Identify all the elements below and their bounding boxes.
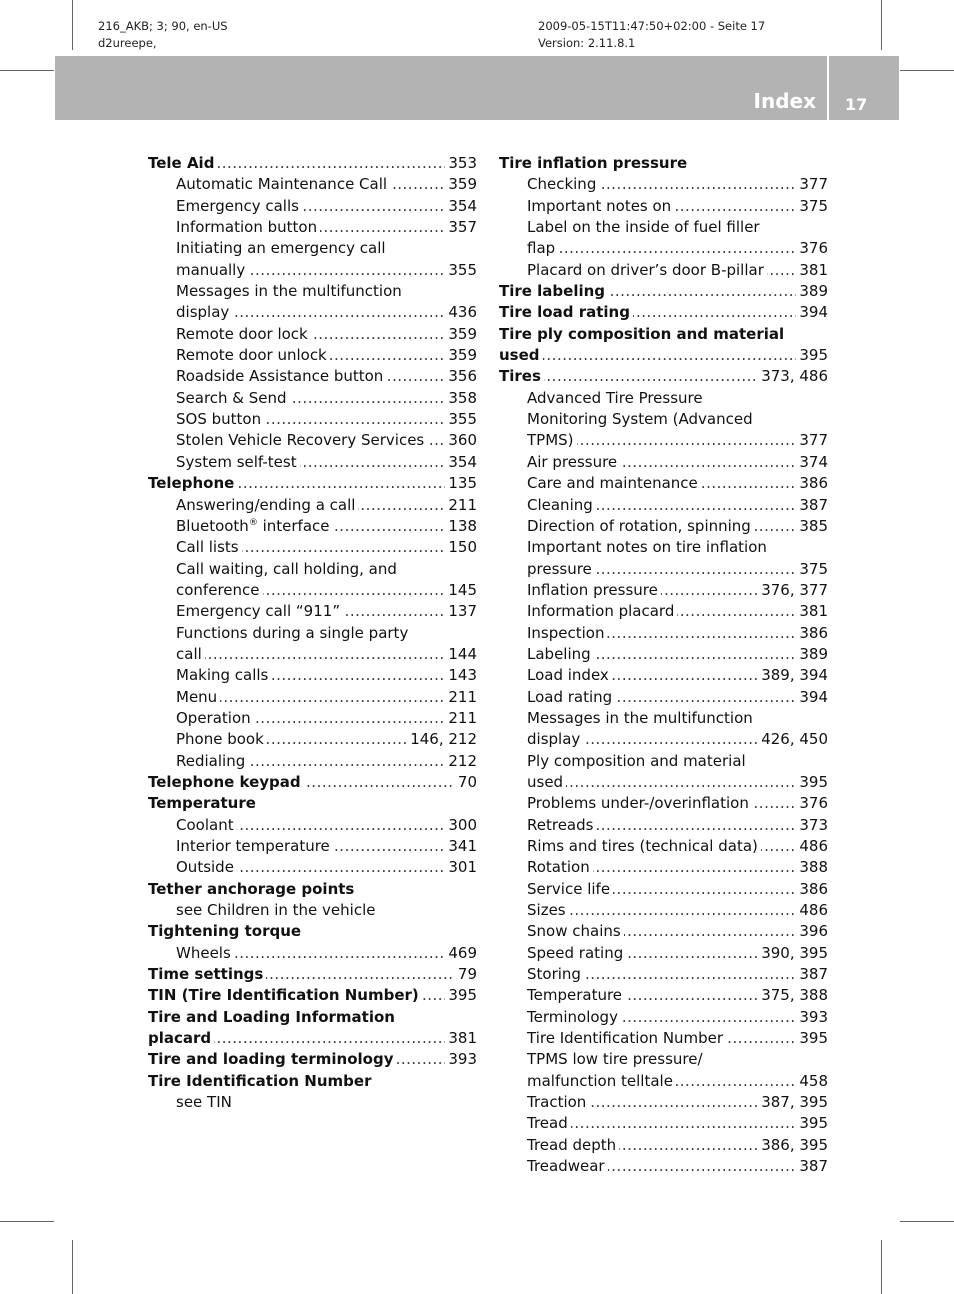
entry-text: Tire inflation pressure bbox=[499, 153, 690, 174]
index-subentry bbox=[499, 1028, 828, 1049]
entry-page: 387, 395 bbox=[758, 1092, 828, 1113]
index-subentry bbox=[499, 174, 828, 195]
index-heading bbox=[499, 345, 828, 366]
index-subentry bbox=[499, 537, 828, 558]
index-heading bbox=[148, 964, 477, 985]
entry-page: 354 bbox=[445, 196, 477, 217]
index-subentry bbox=[499, 495, 828, 516]
entry-page: 360 bbox=[445, 430, 477, 451]
entry-page: 385 bbox=[796, 516, 828, 537]
entry-page: 341 bbox=[445, 836, 477, 857]
index-subentry bbox=[148, 943, 477, 964]
index-subentry bbox=[148, 430, 477, 451]
entry-page: 388 bbox=[796, 857, 828, 878]
index-subentry bbox=[499, 1049, 828, 1070]
entry-page: 359 bbox=[445, 324, 477, 345]
index-subentry bbox=[148, 687, 477, 708]
entry-text: Rotation bbox=[527, 857, 593, 878]
entry-page: 386, 395 bbox=[758, 1135, 828, 1156]
index-subentry bbox=[148, 324, 477, 345]
entry-page: 389 bbox=[796, 281, 828, 302]
index-subentry bbox=[148, 495, 477, 516]
entry-page: 375 bbox=[796, 559, 828, 580]
entry-page: 143 bbox=[445, 665, 477, 686]
index-subentry bbox=[148, 516, 477, 537]
entry-text: Traction bbox=[527, 1092, 589, 1113]
entry-text: Sizes bbox=[527, 900, 569, 921]
entry-text: Wheels bbox=[176, 943, 234, 964]
entry-text: display bbox=[176, 302, 232, 323]
entry-text: Time settings bbox=[148, 964, 266, 985]
index-column-right bbox=[499, 153, 828, 1178]
entry-text: Emergency calls bbox=[176, 196, 302, 217]
entry-text: Menu bbox=[176, 687, 220, 708]
index-subentry bbox=[499, 516, 828, 537]
entry-text: Tightening torque bbox=[148, 921, 304, 942]
entry-page: 211 bbox=[445, 687, 477, 708]
index-heading bbox=[499, 302, 828, 323]
entry-text: Outside bbox=[176, 857, 237, 878]
index-subentry bbox=[499, 857, 828, 878]
meta-left-line1: 216_AKB; 3; 90, en-US bbox=[98, 19, 228, 33]
index-subentry bbox=[148, 196, 477, 217]
index-subentry bbox=[499, 921, 828, 942]
index-heading bbox=[148, 1049, 477, 1070]
index-heading bbox=[148, 473, 477, 494]
entry-text: Care and maintenance bbox=[527, 473, 701, 494]
index-subentry bbox=[499, 580, 828, 601]
entry-page: 381 bbox=[796, 260, 828, 281]
entry-page: 70 bbox=[455, 772, 477, 793]
index-subentry bbox=[148, 751, 477, 772]
entry-text: malfunction telltale bbox=[527, 1071, 676, 1092]
entry-text: Tires bbox=[499, 366, 544, 387]
entry-text: call bbox=[176, 644, 205, 665]
entry-text: Important notes on tire inflation bbox=[527, 537, 770, 558]
index-subentry bbox=[148, 281, 477, 302]
index-heading bbox=[148, 1028, 477, 1049]
entry-text: Phone book bbox=[176, 729, 267, 750]
entry-text: Direction of rotation, spinning bbox=[527, 516, 754, 537]
meta-right-line2: Version: 2.11.8.1 bbox=[538, 36, 636, 50]
entry-text: Problems under-/overinflation bbox=[527, 793, 752, 814]
index-heading bbox=[148, 1071, 477, 1092]
entry-text: TPMS low tire pressure/ bbox=[527, 1049, 706, 1070]
index-subentry bbox=[499, 665, 828, 686]
entry-text: Tire Identification Number bbox=[527, 1028, 726, 1049]
entry-text: Information button bbox=[176, 217, 320, 238]
entry-page: 381 bbox=[445, 1028, 477, 1049]
index-subentry bbox=[499, 559, 828, 580]
entry-text: Remote door lock bbox=[176, 324, 311, 345]
entry-text: Information placard bbox=[527, 601, 677, 622]
entry-page: 387 bbox=[796, 495, 828, 516]
entry-text: placard bbox=[148, 1028, 214, 1049]
entry-text: Remote door unlock bbox=[176, 345, 330, 366]
index-subentry bbox=[148, 559, 477, 580]
entry-page: 386 bbox=[796, 623, 828, 644]
entry-text: see TIN bbox=[176, 1092, 235, 1113]
entry-text: Messages in the multifunction bbox=[527, 708, 756, 729]
index-subentry bbox=[148, 708, 477, 729]
entry-text: Answering/ending a call bbox=[176, 495, 358, 516]
entry-text: Load rating bbox=[527, 687, 615, 708]
entry-page: 145 bbox=[445, 580, 477, 601]
index-subentry bbox=[148, 580, 477, 601]
index-heading bbox=[499, 324, 828, 345]
index-heading bbox=[499, 281, 828, 302]
index-subentry bbox=[148, 836, 477, 857]
entry-text: Labeling bbox=[527, 644, 594, 665]
index-subentry bbox=[499, 964, 828, 985]
entry-text: Call waiting, call holding, and bbox=[176, 559, 400, 580]
entry-page: 359 bbox=[445, 174, 477, 195]
index-subentry bbox=[499, 1007, 828, 1028]
index-heading bbox=[148, 1007, 477, 1028]
index-subentry bbox=[499, 196, 828, 217]
entry-text: TIN (Tire Identification Number) bbox=[148, 985, 422, 1006]
entry-page: 389, 394 bbox=[758, 665, 828, 686]
entry-page: 374 bbox=[796, 452, 828, 473]
index-subentry bbox=[499, 772, 828, 793]
entry-text: Inspection bbox=[527, 623, 607, 644]
entry-text: used bbox=[527, 772, 566, 793]
entry-text: Terminology bbox=[527, 1007, 621, 1028]
index-subentry bbox=[499, 708, 828, 729]
index-subentry bbox=[499, 836, 828, 857]
entry-text: Stolen Vehicle Recovery Services bbox=[176, 430, 427, 451]
entry-page: 394 bbox=[796, 302, 828, 323]
index-subentry bbox=[148, 665, 477, 686]
crop-mark bbox=[881, 1240, 882, 1294]
entry-text: Air pressure bbox=[527, 452, 620, 473]
entry-text: SOS button bbox=[176, 409, 264, 430]
index-subentry bbox=[499, 623, 828, 644]
crop-mark bbox=[0, 1221, 54, 1222]
entry-page: 212 bbox=[445, 751, 477, 772]
entry-text: Snow chains bbox=[527, 921, 624, 942]
entry-page: 79 bbox=[455, 964, 477, 985]
index-subentry bbox=[499, 687, 828, 708]
entry-page: 436 bbox=[445, 302, 477, 323]
index-heading bbox=[148, 921, 477, 942]
index-subentry bbox=[499, 1156, 828, 1177]
print-meta-right bbox=[538, 18, 765, 52]
entry-text: Search & Send bbox=[176, 388, 290, 409]
entry-text: Rims and tires (technical data) bbox=[527, 836, 761, 857]
entry-page: 394 bbox=[796, 687, 828, 708]
index-subentry bbox=[499, 601, 828, 622]
entry-text: Tele Aid bbox=[148, 153, 217, 174]
entry-page: 387 bbox=[796, 964, 828, 985]
index-subentry bbox=[148, 217, 477, 238]
index-heading bbox=[148, 985, 477, 1006]
entry-text: Roadside Assistance button bbox=[176, 366, 386, 387]
entry-text: Initiating an emergency call bbox=[176, 238, 389, 259]
entry-page: 357 bbox=[445, 217, 477, 238]
entry-text: Speed rating bbox=[527, 943, 626, 964]
entry-page: 395 bbox=[796, 1113, 828, 1134]
index-subentry bbox=[499, 388, 828, 409]
entry-page: 354 bbox=[445, 452, 477, 473]
index-heading bbox=[499, 153, 828, 174]
entry-text: Telephone keypad bbox=[148, 772, 304, 793]
entry-page: 355 bbox=[445, 409, 477, 430]
entry-page: 381 bbox=[796, 601, 828, 622]
entry-text: Treadwear bbox=[527, 1156, 608, 1177]
index-heading bbox=[148, 793, 477, 814]
entry-text: Inflation pressure bbox=[527, 580, 661, 601]
entry-text: Service life bbox=[527, 879, 613, 900]
index-column-left bbox=[148, 153, 477, 1113]
index-subentry bbox=[499, 900, 828, 921]
entry-page: 375, 388 bbox=[758, 985, 828, 1006]
entry-text: Making calls bbox=[176, 665, 271, 686]
entry-text: Label on the inside of fuel filler bbox=[527, 217, 763, 238]
index-subentry bbox=[148, 729, 477, 750]
entry-page: 393 bbox=[796, 1007, 828, 1028]
entry-text: Tread depth bbox=[527, 1135, 619, 1156]
entry-text: Coolant bbox=[176, 815, 237, 836]
index-subentry bbox=[499, 409, 828, 430]
entry-page: 301 bbox=[445, 857, 477, 878]
entry-text: Automatic Maintenance Call bbox=[176, 174, 390, 195]
entry-text: Storing bbox=[527, 964, 584, 985]
entry-text: Redialing bbox=[176, 751, 248, 772]
index-subentry bbox=[499, 217, 828, 238]
index-subentry bbox=[499, 1092, 828, 1113]
entry-text: used bbox=[499, 345, 543, 366]
entry-text: Ply composition and material bbox=[527, 751, 749, 772]
crop-mark bbox=[881, 0, 882, 50]
entry-text: display bbox=[527, 729, 583, 750]
entry-text: Advanced Tire Pressure bbox=[527, 388, 706, 409]
entry-page: 386 bbox=[796, 473, 828, 494]
entry-page: 395 bbox=[796, 772, 828, 793]
entry-text: Checking bbox=[527, 174, 599, 195]
index-heading bbox=[148, 879, 477, 900]
index-subentry bbox=[499, 1135, 828, 1156]
index-heading bbox=[148, 772, 477, 793]
index-subentry bbox=[499, 452, 828, 473]
entry-text: Call lists bbox=[176, 537, 242, 558]
index-subentry bbox=[499, 430, 828, 451]
entry-text: manually bbox=[176, 260, 248, 281]
entry-page: 390, 395 bbox=[758, 943, 828, 964]
entry-page: 376, 377 bbox=[758, 580, 828, 601]
entry-page: 395 bbox=[445, 985, 477, 1006]
entry-text: Telephone bbox=[148, 473, 237, 494]
entry-page: 137 bbox=[445, 601, 477, 622]
entry-page: 358 bbox=[445, 388, 477, 409]
entry-text: Temperature bbox=[527, 985, 625, 1006]
index-subentry bbox=[148, 601, 477, 622]
index-subentry bbox=[499, 943, 828, 964]
entry-text: Bluetooth® interface bbox=[176, 516, 333, 537]
entry-page: 486 bbox=[796, 836, 828, 857]
entry-page: 373 bbox=[796, 815, 828, 836]
index-heading bbox=[499, 366, 828, 387]
entry-text: Load index bbox=[527, 665, 612, 686]
section-title: Index bbox=[753, 89, 816, 113]
meta-right-line1: 2009-05-15T11:47:50+02:00 - Seite 17 bbox=[538, 19, 766, 33]
entry-text: Emergency call “911” bbox=[176, 601, 343, 622]
entry-page: 138 bbox=[445, 516, 477, 537]
entry-text: Tether anchorage points bbox=[148, 879, 357, 900]
entry-page: 353 bbox=[445, 153, 477, 174]
entry-page: 396 bbox=[796, 921, 828, 942]
entry-page: 359 bbox=[445, 345, 477, 366]
entry-text: Tire load rating bbox=[499, 302, 633, 323]
entry-page: 376 bbox=[796, 793, 828, 814]
index-subentry bbox=[148, 174, 477, 195]
entry-text: Tire Identification Number bbox=[148, 1071, 374, 1092]
entry-page: 458 bbox=[796, 1071, 828, 1092]
entry-page: 486 bbox=[796, 900, 828, 921]
entry-page: 135 bbox=[445, 473, 477, 494]
entry-text: Tread bbox=[527, 1113, 571, 1134]
crop-mark bbox=[900, 70, 954, 71]
entry-page: 386 bbox=[796, 879, 828, 900]
entry-text: Retreads bbox=[527, 815, 596, 836]
entry-text: pressure bbox=[527, 559, 595, 580]
entry-text: Temperature bbox=[148, 793, 259, 814]
entry-page: 395 bbox=[796, 345, 828, 366]
index-subentry bbox=[148, 1092, 477, 1113]
index-subentry bbox=[148, 452, 477, 473]
index-subentry bbox=[148, 900, 477, 921]
entry-page: 395 bbox=[796, 1028, 828, 1049]
entry-page: 211 bbox=[445, 495, 477, 516]
index-subentry bbox=[499, 793, 828, 814]
index-subentry bbox=[499, 260, 828, 281]
index-subentry bbox=[148, 537, 477, 558]
index-subentry bbox=[499, 644, 828, 665]
entry-page: 377 bbox=[796, 430, 828, 451]
entry-page: 144 bbox=[445, 644, 477, 665]
index-subentry bbox=[499, 1113, 828, 1134]
entry-text: Cleaning bbox=[527, 495, 596, 516]
entry-page: 356 bbox=[445, 366, 477, 387]
entry-text: System self-test bbox=[176, 452, 300, 473]
index-subentry bbox=[148, 238, 477, 259]
entry-text: Operation bbox=[176, 708, 254, 729]
entry-page: 377 bbox=[796, 174, 828, 195]
entry-text: Important notes on bbox=[527, 196, 674, 217]
index-subentry bbox=[499, 879, 828, 900]
entry-text: Tire ply composition and material bbox=[499, 324, 787, 345]
crop-mark bbox=[900, 1221, 954, 1222]
section-banner bbox=[55, 56, 899, 120]
entry-page: 146, 212 bbox=[407, 729, 477, 750]
entry-text: conference bbox=[176, 580, 263, 601]
index-subentry bbox=[499, 238, 828, 259]
index-subentry bbox=[148, 345, 477, 366]
index-subentry bbox=[148, 260, 477, 281]
crop-mark bbox=[72, 0, 73, 50]
entry-text: Monitoring System (Advanced bbox=[527, 409, 756, 430]
index-subentry bbox=[499, 473, 828, 494]
entry-text: Tire and Loading Information bbox=[148, 1007, 398, 1028]
entry-page: 393 bbox=[445, 1049, 477, 1070]
entry-page: 355 bbox=[445, 260, 477, 281]
entry-page: 389 bbox=[796, 644, 828, 665]
entry-text: Tire and loading terminology bbox=[148, 1049, 396, 1070]
entry-text: see Children in the vehicle bbox=[176, 900, 378, 921]
index-subentry bbox=[499, 1071, 828, 1092]
crop-mark bbox=[72, 1240, 73, 1294]
index-subentry bbox=[148, 815, 477, 836]
index-subentry bbox=[148, 302, 477, 323]
entry-text: flap bbox=[527, 238, 558, 259]
index-subentry bbox=[148, 644, 477, 665]
index-subentry bbox=[499, 729, 828, 750]
entry-page: 376 bbox=[796, 238, 828, 259]
index-subentry bbox=[499, 815, 828, 836]
print-meta-left bbox=[98, 18, 228, 52]
entry-page: 426, 450 bbox=[758, 729, 828, 750]
index-heading bbox=[148, 153, 477, 174]
entry-page: 375 bbox=[796, 196, 828, 217]
index-subentry bbox=[499, 751, 828, 772]
entry-text: TPMS) bbox=[527, 430, 577, 451]
entry-page: 373, 486 bbox=[758, 366, 828, 387]
entry-page: 150 bbox=[445, 537, 477, 558]
index-subentry bbox=[148, 388, 477, 409]
entry-page: 387 bbox=[796, 1156, 828, 1177]
entry-page: 211 bbox=[445, 708, 477, 729]
entry-text: Messages in the multifunction bbox=[176, 281, 405, 302]
banner-divider bbox=[827, 56, 829, 120]
index-subentry bbox=[148, 623, 477, 644]
entry-text: Placard on driver’s door B-pillar bbox=[527, 260, 767, 281]
index-subentry bbox=[148, 409, 477, 430]
entry-text: Functions during a single party bbox=[176, 623, 411, 644]
entry-page: 469 bbox=[445, 943, 477, 964]
entry-page: 300 bbox=[445, 815, 477, 836]
crop-mark bbox=[0, 70, 54, 71]
index-subentry bbox=[148, 366, 477, 387]
entry-text: Tire labeling bbox=[499, 281, 608, 302]
meta-left-line2: d2ureepe, bbox=[98, 36, 157, 50]
index-subentry bbox=[148, 857, 477, 878]
page-number: 17 bbox=[845, 95, 868, 114]
entry-text: Interior temperature bbox=[176, 836, 333, 857]
index-subentry bbox=[499, 985, 828, 1006]
